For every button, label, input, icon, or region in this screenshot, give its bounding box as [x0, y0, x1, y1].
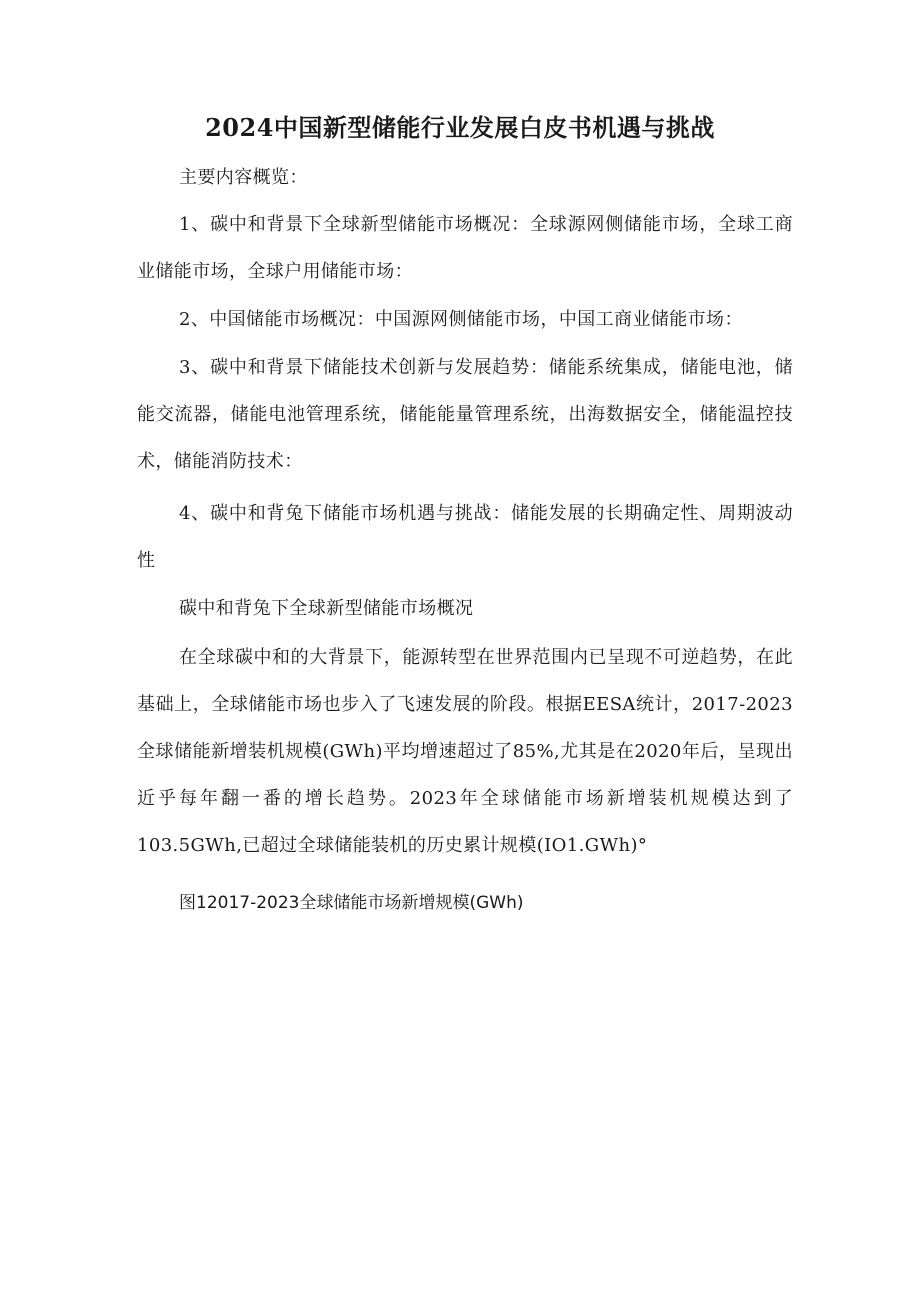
- overview-item-1: 1、碳中和背景下全球新型储能市场概况：全球源网侧储能市场，全球工商业储能市场，全球户用储能市场：: [137, 214, 793, 282]
- document-title: 2024中国新型储能行业发展白皮书机遇与挑战: [205, 113, 715, 142]
- body-paragraph: 在全球碳中和的大背景下，能源转型在世界范围内已呈现不可逆趋势，在此基础上，全球储能市场也步入了飞速发展的阶段。根据EESA统计，2017-2023全球储能新增装机规模(GWh)平均增速超过了85%,尤其是在2020年后，呈现出近乎每年翻一番的增长趋势。2023年全球储能市场新增装机规模达到了103.5GWh,已超过全球储能装机的历史累计规模(IO1.GWh)°: [137, 647, 793, 856]
- overview-item-2: 2、中国储能市场概况：中国源网侧储能市场，中国工商业储能市场：: [179, 309, 743, 330]
- overview-heading: 主要内容概览：: [179, 167, 308, 188]
- overview-item-3: 3、碳中和背景下储能技术创新与发展趋势：储能系统集成，储能电池，储能交流器，储能电池管理系统，储能能量管理系统，出海数据安全，储能温控技术，储能消防技术：: [137, 357, 793, 472]
- figure-caption: 图12017-2023全球储能市场新增规模(GWh): [179, 893, 524, 913]
- section-heading: 碳中和背兔下全球新型储能市场概况: [179, 598, 474, 619]
- overview-item-4: 4、碳中和背兔下储能市场机遇与挑战：储能发展的长期确定性、周期波动性: [137, 503, 793, 571]
